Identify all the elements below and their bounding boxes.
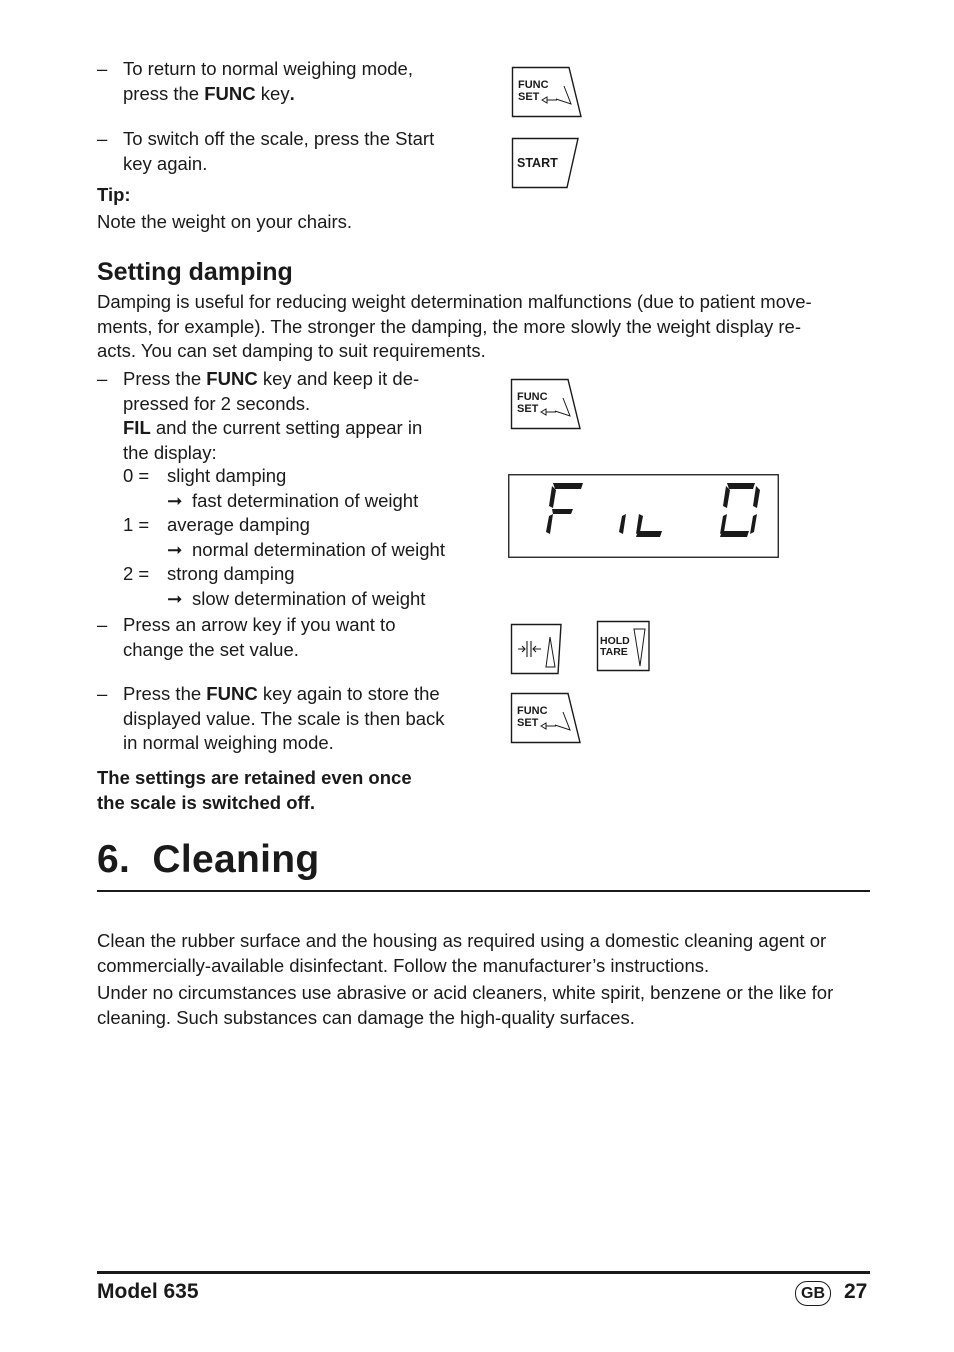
func-keyword: FUNC (204, 82, 256, 104)
func-keyword: FUNC (206, 368, 258, 389)
damping-option-result (123, 538, 483, 563)
text-line: commercially-available disinfectant. Follow the manufacturer’s instructions. (97, 954, 710, 976)
lcd-display (508, 474, 780, 559)
text-line: key again. (123, 152, 208, 174)
option-number: 2 = (123, 563, 150, 584)
instruction-return-normal-mode (123, 57, 468, 106)
text-span: key (255, 82, 290, 104)
func-keyword: FUNC (206, 683, 258, 704)
option-number: 1 = (123, 514, 150, 535)
list-dash: – (97, 368, 108, 389)
hold-tare-key-icon (596, 620, 652, 672)
footer-rule (97, 1271, 870, 1274)
cleaning-paragraph-1 (97, 929, 870, 978)
text-span: press the (123, 82, 205, 104)
text-line: displayed value. The scale is then back (123, 707, 445, 729)
settings-retained-note (97, 766, 468, 815)
text-span: key again to store the (257, 683, 440, 704)
text-line: To return to normal weighing mode, (123, 58, 413, 79)
list-dash: – (97, 128, 108, 149)
start-key-icon (511, 137, 581, 189)
func-set-key-icon (510, 378, 582, 430)
damping-option-result (123, 587, 483, 612)
svg-text:HOLD: HOLD (600, 635, 630, 647)
zero-arrow-key-icon (510, 623, 564, 675)
tip-text: Note the weight on your chairs. (97, 211, 353, 232)
svg-text:SET: SET (518, 91, 540, 103)
option-result: slow determination of weight (192, 587, 426, 609)
svg-text:FUNC: FUNC (518, 79, 549, 91)
section-heading-cleaning: 6. Cleaning (97, 838, 320, 881)
text-line (123, 367, 468, 392)
text-line: the scale is switched off. (97, 791, 315, 813)
svg-text:SET: SET (517, 717, 539, 729)
text-line (123, 82, 468, 107)
heading-underline (97, 890, 870, 892)
section-heading-setting-damping: Setting damping (97, 258, 293, 286)
text-line (123, 682, 468, 707)
option-label: strong damping (167, 563, 295, 584)
arrow-right-icon: ➞ (167, 538, 183, 560)
option-result: fast determination of weight (192, 489, 419, 511)
damping-options-list (123, 464, 483, 611)
svg-text:FUNC: FUNC (517, 705, 548, 717)
list-dash: – (97, 58, 108, 79)
option-label: average damping (167, 514, 310, 535)
text-span: . (289, 82, 295, 104)
country-badge-gb: GB (795, 1281, 831, 1306)
svg-text:SET: SET (517, 403, 539, 415)
func-set-key-icon (510, 692, 582, 744)
damping-option (123, 513, 483, 538)
footer-model: Model 635 (97, 1280, 199, 1303)
tip-label: Tip: (97, 184, 131, 205)
text-line (123, 416, 468, 441)
fil-keyword: FIL (123, 417, 151, 438)
text-line: in normal weighing mode. (123, 732, 334, 753)
text-span: and the current setting appear in (150, 417, 423, 438)
instruction-press-func (123, 367, 468, 465)
text-line: Damping is useful for reducing weight determination malfunctions (due to patient move- (97, 291, 812, 312)
text-line: change the set value. (123, 638, 299, 660)
svg-text:FUNC: FUNC (517, 391, 548, 403)
damping-intro-paragraph (97, 290, 870, 364)
instruction-switch-off (123, 127, 468, 176)
list-dash: – (97, 614, 108, 635)
text-span: Press the (123, 368, 207, 389)
list-dash: – (97, 683, 108, 704)
instruction-arrow-key (123, 613, 468, 662)
option-number: 0 = (123, 465, 150, 486)
option-result: normal determination of weight (192, 538, 445, 560)
text-span: key and keep it de- (257, 368, 420, 389)
text-line: acts. You can set damping to suit requirements. (97, 340, 486, 361)
text-line: pressed for 2 seconds. (123, 392, 311, 414)
text-line: Under no circumstances use abrasive or acid cleaners, white spirit, benzene or the like for (97, 982, 834, 1003)
damping-option-result (123, 489, 483, 514)
damping-option (123, 464, 483, 489)
option-label: slight damping (167, 465, 287, 486)
text-line: Clean the rubber surface and the housing as required using a domestic cleaning agent or (97, 930, 827, 951)
svg-text:TARE: TARE (600, 646, 628, 658)
text-line: cleaning. Such substances can damage the high-quality surfaces. (97, 1006, 635, 1028)
arrow-right-icon: ➞ (167, 489, 183, 511)
arrow-right-icon: ➞ (167, 587, 183, 609)
text-line: Press an arrow key if you want to (123, 614, 396, 635)
cleaning-paragraph-2 (97, 981, 870, 1030)
damping-option (123, 562, 483, 587)
text-line: The settings are retained even once (97, 767, 412, 788)
text-line: ments, for example). The stronger the damping, the more slowly the weight display re- (97, 315, 802, 337)
text-line: To switch off the scale, press the Start (123, 128, 435, 149)
svg-text:START: START (517, 156, 558, 170)
page-number: 27 (844, 1280, 868, 1303)
func-set-key-icon (511, 66, 583, 118)
instruction-store-value (123, 682, 468, 756)
text-line: the display: (123, 441, 217, 463)
text-span: Press the (123, 683, 207, 704)
